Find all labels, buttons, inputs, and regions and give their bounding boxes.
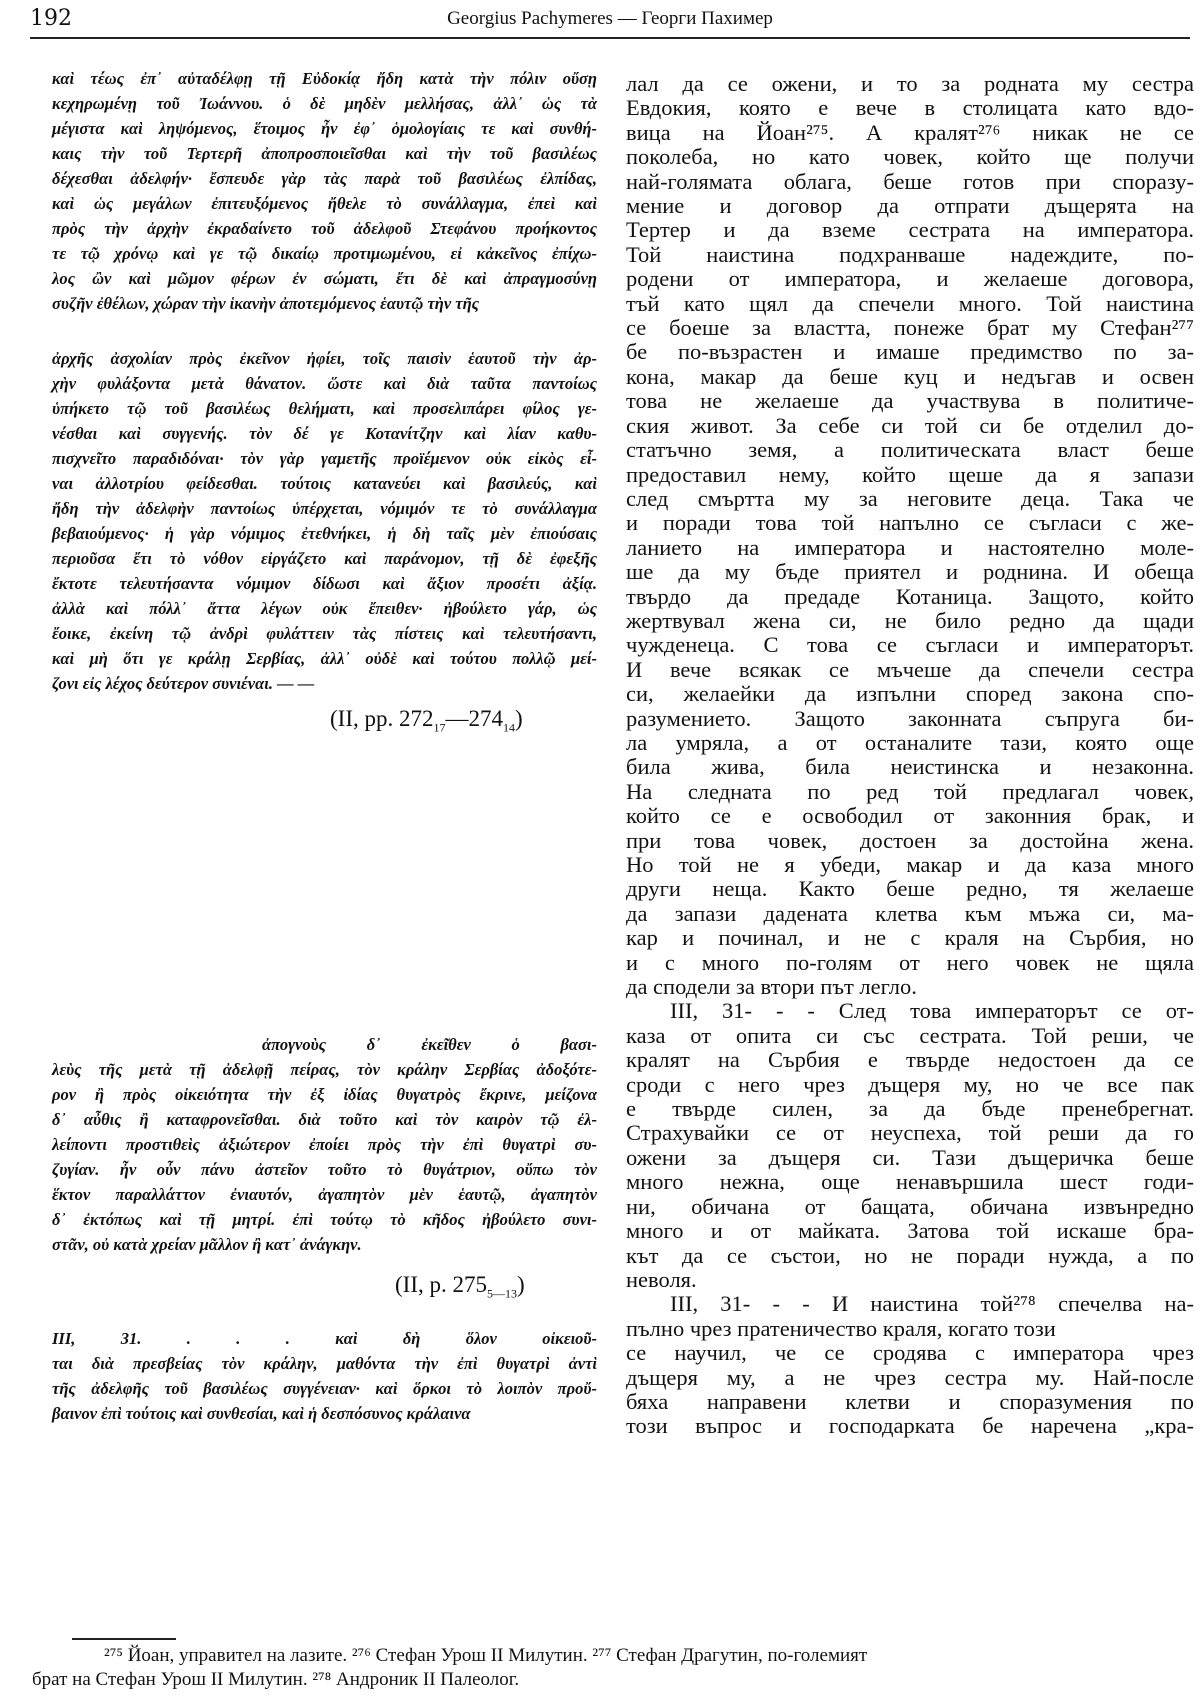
translation-line: вица на Йоан²⁷⁵. А кралят²⁷⁶ никак не се (626, 119, 1194, 145)
greek-line: κεχηρωμένῃ τοῦ Ἰωάννου. ὁ δὲ μηδὲν μελλήσας, ἀλλ᾽ ὡς τὰ (52, 94, 597, 113)
greek-line: καὶ ὡς μεγάλων ἐπιτευξόμενος ἤθελε τὸ συνάλλαγμα, ἐπεὶ καὶ (52, 194, 597, 213)
citation-text: (II, pp. 272 (330, 706, 434, 731)
translation-line: неволя. (626, 1266, 697, 1292)
translation-line: бяха направени клетви и споразумения по (626, 1388, 1194, 1414)
citation-sub: 14 (502, 720, 515, 735)
translation-line: се боеше за властта, понеже брат му Стефан²⁷⁷ (626, 315, 1194, 341)
greek-line: καὶ τέως ἐπ᾽ αὐταδέλφῃ τῇ Εὐδοκίᾳ ἤδη κατὰ τὴν πόλιν οὔσῃ (52, 69, 597, 88)
greek-line: III, 31. . . . καὶ δὴ ὅλον οἰκειοῦ- (52, 1329, 597, 1348)
translation-line: сроди с него чрез дъщеря му, но че все пак (626, 1071, 1194, 1097)
translation-line: жертвувал жена си, не било редно да щади (626, 607, 1194, 633)
greek-text-block-2 (52, 346, 597, 696)
citation-text: ) (514, 706, 523, 731)
page-header (30, 6, 1190, 36)
translation-line: ше да му бъде приятел и роднина. И обеща (626, 559, 1194, 585)
translation-line: след смъртта му за неговите деца. Така че (626, 485, 1194, 511)
citation-sub: 5—13 (486, 1286, 517, 1301)
translation-line: много и от майката. Затова той искаше бра- (626, 1218, 1194, 1244)
greek-line: λεὺς τῆς μετὰ τῇ ἀδελφῇ πείρας, τὸν κράλην Σερβίας ἀδοξότε- (52, 1060, 597, 1079)
greek-line: δ᾽ ἐκτόπως καὶ τῇ μητρί. ἐπὶ τούτῳ τὸ κῆδος ἠβούλετο συνι- (52, 1210, 597, 1229)
greek-line: καις τὴν τοῦ Τερτερῆ ἀποπροσποιεῖσθαι καὶ τὴν τοῦ βασιλέως (52, 144, 597, 163)
greek-line: συζῆν ἐθέλων, χώραν τὴν ἱκανὴν ἀποτεμόμενος ἑαυτῷ τὴν τῆς (52, 294, 480, 313)
translation-line: Тертер и да вземе сестрата на императора. (626, 217, 1194, 243)
greek-line: ναι ἀλλοτρίου φείδεσθαι. τούτοις κατανεύει καὶ βασιλεύς, καὶ (52, 474, 597, 493)
translation-line: статъчно земя, а политическата власт беше (626, 437, 1194, 463)
translation-line: Страхувайки се от неуспеха, той реши да го (626, 1120, 1194, 1146)
greek-line: τε τῷ χρόνῳ καὶ γε τῷ δικαίῳ προτιμωμένου, εἰ κἀκεῖνος ἐπίχω- (52, 244, 597, 263)
translation-line: е твърде силен, за да бъде пренебрегнат. (626, 1096, 1194, 1122)
greek-line: ἔοικε, ἐκείνη τῷ ἀνδρὶ φυλάττειν τὰς πίστεις καὶ τελευτήσαντι, (52, 624, 597, 643)
translation-line: бе по-възрастен и имаше предимство по за- (626, 339, 1194, 365)
citation-2 (395, 1272, 525, 1302)
greek-line: βαινον ἐπὶ τούτοις καὶ συνθεσίαι, καὶ ἡ δεσπόσυνος κράλαινα (52, 1404, 471, 1423)
greek-line: καὶ μὴ ὅτι γε κράλῃ Σερβίας, ἀλλ᾽ οὐδὲ καὶ τούτου πολλῷ μεί- (52, 649, 597, 668)
translation-line: ожени за дъщеря си. Тази дъщеричка беше (626, 1144, 1194, 1170)
greek-text-block-4 (52, 1326, 597, 1426)
translation-line: се научил, че се сродява с императора чрез (626, 1340, 1194, 1366)
footnote-line: брат на Стефан Урош II Милутин. ²⁷⁸ Андроник II Палеолог. (32, 1669, 520, 1690)
greek-line: μέγιστα καὶ ληψόμενος, ἕτοιμος ἦν ἐφ᾽ ὁμολογίαις τε καὶ συνθή- (52, 119, 597, 138)
footnote-rule (72, 1638, 176, 1640)
translation-line: каза от опита си със сестрата. Той реши, че (626, 1022, 1194, 1048)
translation-line: ланието на императора и настоятелно моле- (626, 534, 1194, 560)
header-rule (30, 37, 1190, 39)
translation-line: тъй като щял да спечели много. Той наистина (626, 290, 1194, 316)
translation-line: твърдо да предаде Котаница. Защото, който (626, 583, 1194, 609)
translation-line: III, 31- - - И наистина той²⁷⁸ спечелва на- (670, 1291, 1194, 1317)
translation-line: III, 31- - - След това императорът се от- (670, 998, 1194, 1024)
greek-line: ὑπήκετο τῷ τοῦ βασιλέως θελήματι, καὶ προσελιπάρει φίλος γε- (52, 399, 597, 418)
translation-line: кралят на Сърбия е твърде недостоен да се (626, 1047, 1194, 1073)
citation-text: —274 (445, 706, 503, 731)
greek-text-block-3 (52, 1032, 597, 1257)
translation-line: си, желаейки да изпълни според закона спо- (626, 681, 1194, 707)
citation-text: (II, p. 275 (395, 1272, 487, 1297)
translation-line: да сподели за втори път легло. (626, 974, 917, 1000)
greek-line: ἕκτον παραλλάττον ἐνιαυτόν, ἀγαπητὸν μὲν ἑαυτῷ, ἀγαπητὸν (52, 1185, 597, 1204)
greek-line: ἔκτοτε τελευτήσαντα νόμιμον δίδωσι καὶ ἄξιον προσέτι ἀξίᾳ. (52, 574, 597, 593)
greek-line: λείποντι προστιθεὶς ἀξιώτερον ἐποίει πρὸς τὴν ἐπὶ θυγατρὶ συ- (52, 1135, 597, 1154)
footnote-line: ²⁷⁵ Йоан, управител на лазите. ²⁷⁶ Стефан Урош II Милутин. ²⁷⁷ Стефан Драгутин, по-големият (104, 1645, 868, 1666)
translation-line: Той наистина подхранваше надеждите, по- (626, 241, 1194, 267)
greek-line: ται διὰ πρεσβείας τὸν κράλην, μαθόντα τὴν ἐπὶ θυγατρὶ ἀντὶ (52, 1354, 597, 1373)
translation-line: и поради това той напълно се съгласи с же- (626, 510, 1194, 536)
greek-line: περιοῦσα ἔτι τὸ νόθον εἰργάζετο καὶ παράνομον, τῇ δὲ ἐφεξῆς (52, 549, 597, 568)
translation-line: кът да се състои, но не поради нужда, а по (626, 1242, 1194, 1268)
translation-line: при това човек, достоен за достойна жена. (626, 827, 1194, 853)
translation-line: много нежна, още ненавършила шест годи- (626, 1169, 1194, 1195)
citation-sub: 17 (433, 720, 446, 735)
translation-line: този въпрос и господарката бе наречена „кра- (626, 1413, 1194, 1439)
citation-text: ) (516, 1272, 525, 1297)
translation-line: да запази дадената клетва към мъжа си, ма- (626, 900, 1194, 926)
greek-line: βεβαιούμενος· ἡ γὰρ νόμιμος ἐτεθνήκει, ἡ δὴ ταῖς μὲν ἐπιούσαις (52, 524, 597, 543)
translation-line: Евдокия, която е вече в столицата като вдо- (626, 95, 1194, 121)
translation-line: това не желаеше да участвува в политиче- (626, 388, 1194, 414)
translation-line: и с много по-голям от него човек не щяла (626, 949, 1194, 975)
bulgarian-translation (626, 72, 1194, 1439)
page-number: 192 (30, 6, 72, 31)
translation-line: предоставил нему, който щеше да я запази (626, 461, 1194, 487)
translation-line: кар и починал, и не с краля на Сърбия, но (626, 925, 1194, 951)
translation-line: други неща. Както беше редно, тя желаеше (626, 876, 1194, 902)
translation-line: дъщеря му, а не чрез сестра му. Най-после (626, 1364, 1194, 1390)
translation-line: мение и договор да отпрати дъщерята на (626, 193, 1194, 219)
footnotes (32, 1644, 1192, 1692)
translation-line: пълно чрез пратеничество краля, когато този (626, 1315, 1056, 1341)
greek-line: δ᾽ αὖθις ἢ καταφρονεῖσθαι. διὰ τοῦτο καὶ τὸν καιρὸν τῷ ἐλ- (52, 1110, 597, 1129)
greek-line: νέσθαι καὶ συγγενής. τὸν δέ γε Κοτανίτζην καὶ λίαν καθυ- (52, 424, 597, 443)
translation-line: родени от императора, и желаеше договора, (626, 266, 1194, 292)
greek-line: δέχεσθαι ἀδελφήν· ἔσπευδε γὰρ τὰς παρὰ τοῦ βασιλέως ἐλπίδας, (52, 169, 597, 188)
translation-line: поколеба, но като човек, който ще получи (626, 144, 1194, 170)
translation-line: лал да се ожени, и то за родната му сестра (626, 71, 1194, 96)
translation-line: разумението. Защото законната съпруга би- (626, 705, 1194, 731)
greek-line: πισχνεῖτο παραδιδόναι· τὸν γὰρ γαμετῆς προϊέμενον οὐκ εἰκὸς εἶ- (52, 449, 597, 468)
translation-line: който се е освободил от законния брак, и (626, 803, 1194, 829)
translation-line: И вече всякак се мъчеше да спечели сестра (626, 656, 1194, 682)
greek-line: ζονι εἰς λέχος δεύτερον συνιέναι. — — (52, 674, 315, 693)
translation-line: била жива, била неистинска и незаконна. (626, 754, 1194, 780)
translation-line: Но той не я убеди, макар и да каза много (626, 852, 1194, 877)
translation-line: ни, обичана от бащата, обичана извънредно (626, 1193, 1194, 1219)
greek-line: ρον ἢ πρὸς οἰκειότητα τὴν ἐξ ἰδίας θυγατρὸς ἔκρινε, μείζονα (52, 1085, 597, 1104)
translation-line: На следната по ред той предлагал човек, (626, 778, 1194, 804)
greek-line: ἀπογνοὺς δ᾽ ἐκεῖθεν ὁ βασι- (262, 1035, 597, 1054)
translation-line: ския живот. За себе си той си бе отделил до- (626, 412, 1194, 438)
greek-line: ἀλλὰ καὶ πόλλ᾽ ἄττα λέγων οὐκ ἔπειθεν· ἠβούλετο γάρ, ὡς (52, 599, 597, 618)
greek-line: ζυγίαν. ἦν οὖν πάνυ ἀστεῖον τοῦτο τὸ θυγάτριον, οὔπω τὸν (52, 1160, 597, 1179)
greek-line: στᾶν, οὐ κατὰ χρείαν μᾶλλον ἢ κατ᾽ ἀνάγκην. (52, 1235, 362, 1254)
greek-line: χὴν φυλάξοντα μετὰ θάνατον. ὥστε καὶ διὰ ταῦτα παντοίως (52, 374, 597, 393)
greek-line: ἀρχῆς ἀσχολίαν πρὸς ἐκεῖνον ἠφίει, τοῖς παισὶν ἑαυτοῦ τὴν ἀρ- (52, 349, 597, 368)
greek-line: ἤδη τὴν ἀδελφὴν παντοίως ὑπέρχεται, νόμιμόν τε τὸ συνάλλαγμα (52, 499, 597, 518)
citation-1 (330, 706, 523, 736)
translation-line: най-голямата облага, беше готов при споразу- (626, 168, 1194, 194)
translation-line: чужденеца. С това се съгласи и императорът. (626, 632, 1194, 658)
running-title: Georgius Pachymeres — Георги Пахимер (447, 8, 773, 29)
greek-line: λος ὢν καὶ μῶμον φέρων ἐν σώματι, ἔτι δὲ καὶ ἀπραγμοσύνῃ (52, 269, 597, 288)
greek-line: τῆς ἀδελφῆς τοῦ βασιλέως συγγένειαν· καὶ ὅρκοι τὸ λοιπὸν προὔ- (52, 1379, 597, 1398)
translation-line: ла умряла, а от останалите тази, която още (626, 729, 1194, 755)
translation-line: кона, макар да беше куц и недъгав и освен (626, 363, 1194, 389)
greek-line: πρὸς τὴν ἀρχὴν ἐκραδαίνετο τοῦ ἀδελφοῦ Στεφάνου προήκοντος (52, 219, 597, 238)
greek-text-block-1 (52, 66, 597, 316)
